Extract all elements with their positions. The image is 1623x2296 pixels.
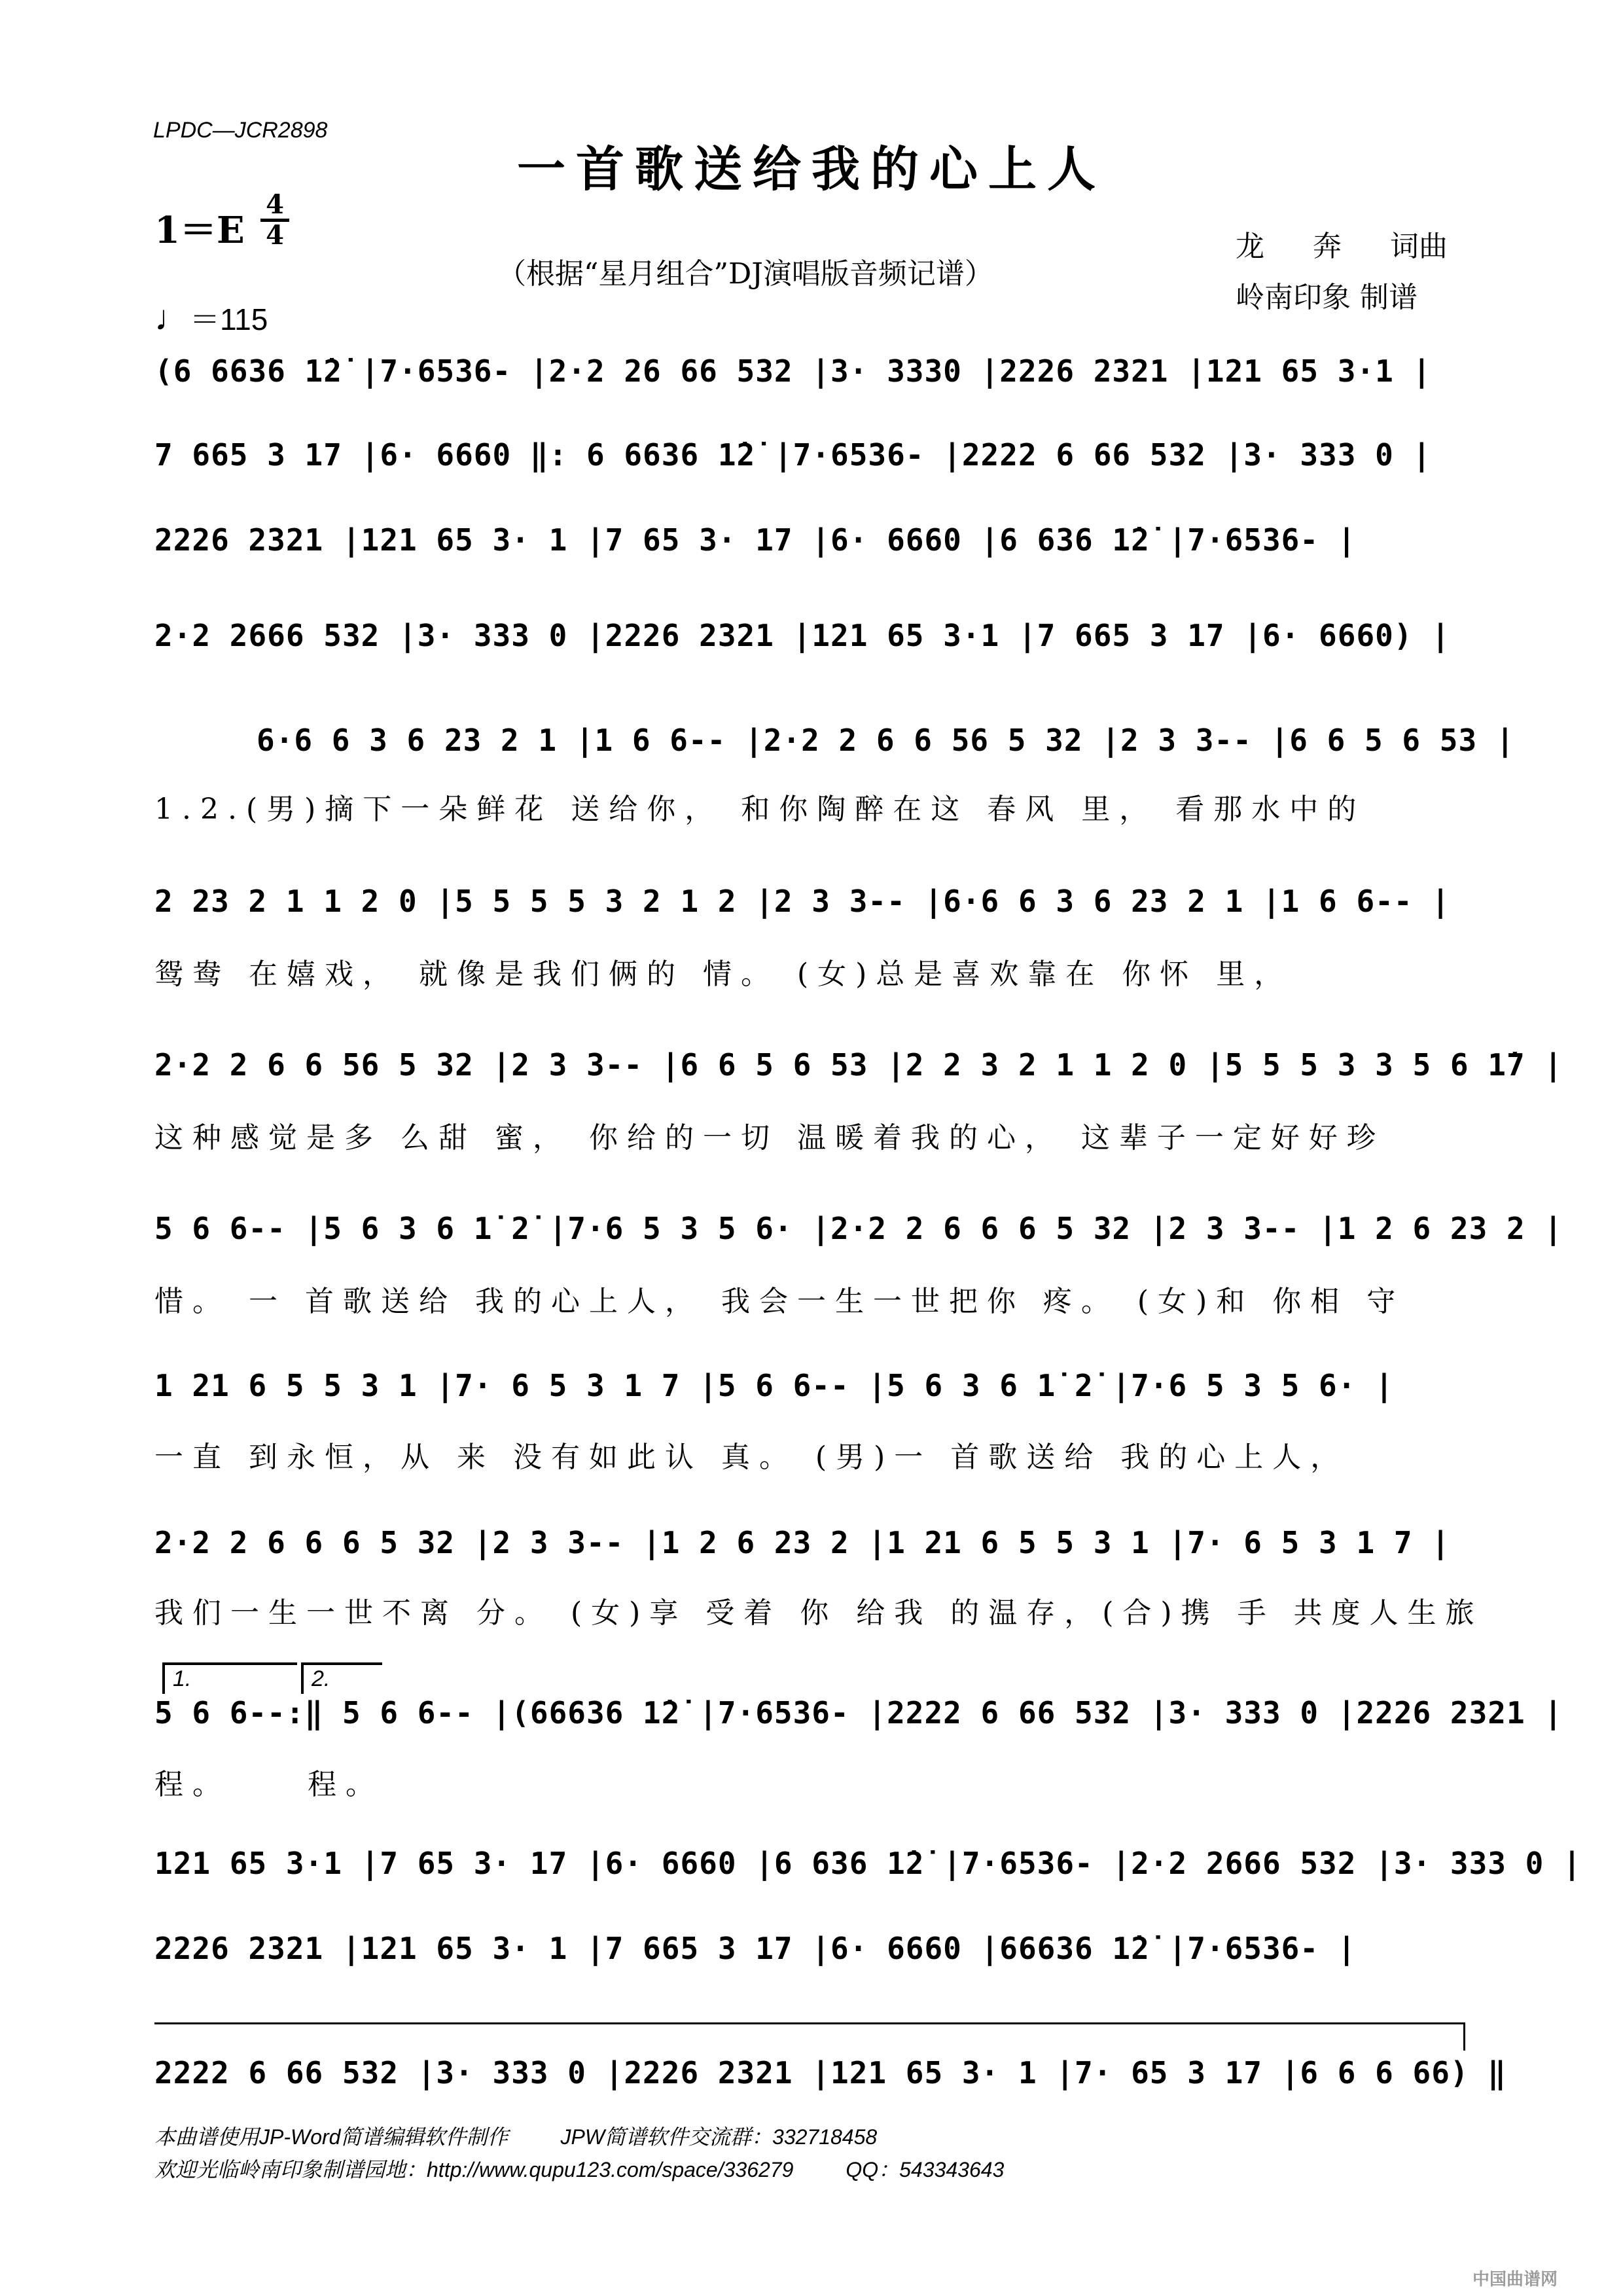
first-ending-bracket (162, 1662, 297, 1694)
footer-line-1 (154, 2121, 877, 2151)
lyric-line-6: 鸳鸯 在嬉戏， 就像是我们俩的 情。 (女)总是喜欢靠在 你怀 里， (154, 958, 1293, 991)
score-line-3: 2226 2321 |121 65 3· 1 |7 65 3· 17 |6· 6660 |6 636 1̇2̇ |7·6536- | (154, 522, 1357, 558)
lyric-line-11-first-ending: 程。 (154, 1768, 230, 1801)
score-line-2: 7 665 3 17 |6· 6660 ‖: 6 6636 1̇2̇ |7·6536- |2222 6 66 532 |3· 333 0 | (154, 437, 1432, 473)
tempo-marking (154, 296, 268, 339)
lyric-line-5: 1.2.(男)摘下一朵鲜花 送给你， 和你陶醉在这 春风 里， 看那水中的 (154, 793, 1366, 826)
arranger-credit: 岭南印象 制谱 (1236, 281, 1418, 314)
quarter-note-icon: ♩ (154, 298, 190, 338)
footer-software: 本曲谱使用JP-Word简谱编辑软件制作 (154, 2125, 508, 2149)
song-title: 一首歌送给我的心上人 (517, 141, 1106, 198)
footer-site: 欢迎光临岭南印象制谱园地：http://www.qupu123.com/space/336279 (154, 2158, 794, 2181)
second-ending-label: 2. (312, 1666, 330, 1691)
lyric-line-7: 这种感觉是多 么甜 蜜， 你给的一切 温暖着我的心， 这辈子一定好好珍 (154, 1121, 1385, 1155)
score-line-4: 2·2 2666 532 |3· 333 0 |2226 2321 |121 65 3·1 |7 665 3 17 |6· 6660) | (154, 618, 1450, 653)
subtitle: （根据“星月组合”DJ演唱版音频记谱） (497, 257, 993, 291)
composer-credit: 龙 奔 词曲 (1236, 230, 1448, 263)
score-line-8: 5 6 6-- |5 6 3 6 1̇ 2̇ |7·6 5 3 5 6· |2·2 2 6 6 6 5 32 |2 3 3-- |1 2 6 23 2 | (154, 1211, 1563, 1246)
coda-bracket (154, 2022, 1465, 2051)
score-line-9: 1 21 6 5 5 3 1 |7· 6 5 3 1 7 |5 6 6-- |5 6 3 6 1̇ 2̇ |7·6 5 3 5 6· | (154, 1368, 1394, 1403)
second-ending-bracket (301, 1662, 382, 1694)
meter-bottom: 4 (266, 220, 284, 251)
lyric-line-8: 惜。 一 首歌送给 我的心上人， 我会一生一世把你 疼。 (女)和 你相 守 (154, 1285, 1405, 1318)
watermark-logo: 中国曲谱网 (1472, 2270, 1558, 2289)
score-line-5: 6·6 6 3 6 23 2 1 |1 6 6-- |2·2 2 6 6 56 5 32 |2 3 3-- |6 6 5 6 53 | (257, 723, 1515, 758)
key-signature: 1＝E (154, 209, 245, 252)
score-line-14: 2222 6 66 532 |3· 333 0 |2226 2321 |121 65 3· 1 |7· 65 3 17 |6 6 6 66) ‖ (154, 2055, 1507, 2090)
tempo-value: ＝115 (190, 302, 268, 336)
lyric-line-11-second-ending: 程。 (308, 1768, 383, 1801)
score-line-11: 5 6 6--:‖ 5 6 6-- |(66636 1̇2̇ |7·6536- |2222 6 66 532 |3· 333 0 |2226 2321 | (154, 1695, 1563, 1731)
footer-group: JPW简谱软件交流群：332718458 (560, 2125, 878, 2149)
score-line-13: 2226 2321 |121 65 3· 1 |7 665 3 17 |6· 6660 |66636 1̇2̇ |7·6536- | (154, 1931, 1357, 1966)
score-line-10: 2·2 2 6 6 6 5 32 |2 3 3-- |1 2 6 23 2 |1 21 6 5 5 3 1 |7· 6 5 3 1 7 | (154, 1525, 1450, 1560)
score-line-12: 121 65 3·1 |7 65 3· 17 |6· 6660 |6 636 1̇2̇ |7·6536- |2·2 2666 532 |3· 333 0 | (154, 1846, 1582, 1881)
score-line-6: 2 23 2 1 1 2 0 |5 5 5 5 3 2 1 2 |2 3 3-- |6·6 6 3 6 23 2 1 |1 6 6-- | (154, 884, 1450, 919)
footer-qq: QQ：543343643 (846, 2158, 1005, 2181)
first-ending-label: 1. (173, 1666, 192, 1691)
score-line-7: 2·2 2 6 6 56 5 32 |2 3 3-- |6 6 5 6 53 |2 2 3 2 1 1 2 0 |5 5 5 3 3 5 6 1̇7 | (154, 1047, 1563, 1083)
footer-line-2 (154, 2153, 1004, 2183)
score-code: LPDC—JCR2898 (153, 118, 328, 143)
score-line-1: (6 6636 1̇2̇ |7·6536- |2·2 26 66 532 |3· 3330 |2226 2321 |121 65 3·1 | (154, 353, 1432, 389)
lyric-line-10: 我们一生一世不离 分。 (女)享 受着 你 给我 的温存，(合)携 手 共度人生旅 (154, 1596, 1484, 1630)
meter-top: 4 (266, 189, 284, 220)
time-signature (260, 191, 289, 249)
lyric-line-9: 一直 到永恒，从 来 没有如此认 真。 (男)一 首歌送给 我的心上人， (154, 1441, 1349, 1474)
